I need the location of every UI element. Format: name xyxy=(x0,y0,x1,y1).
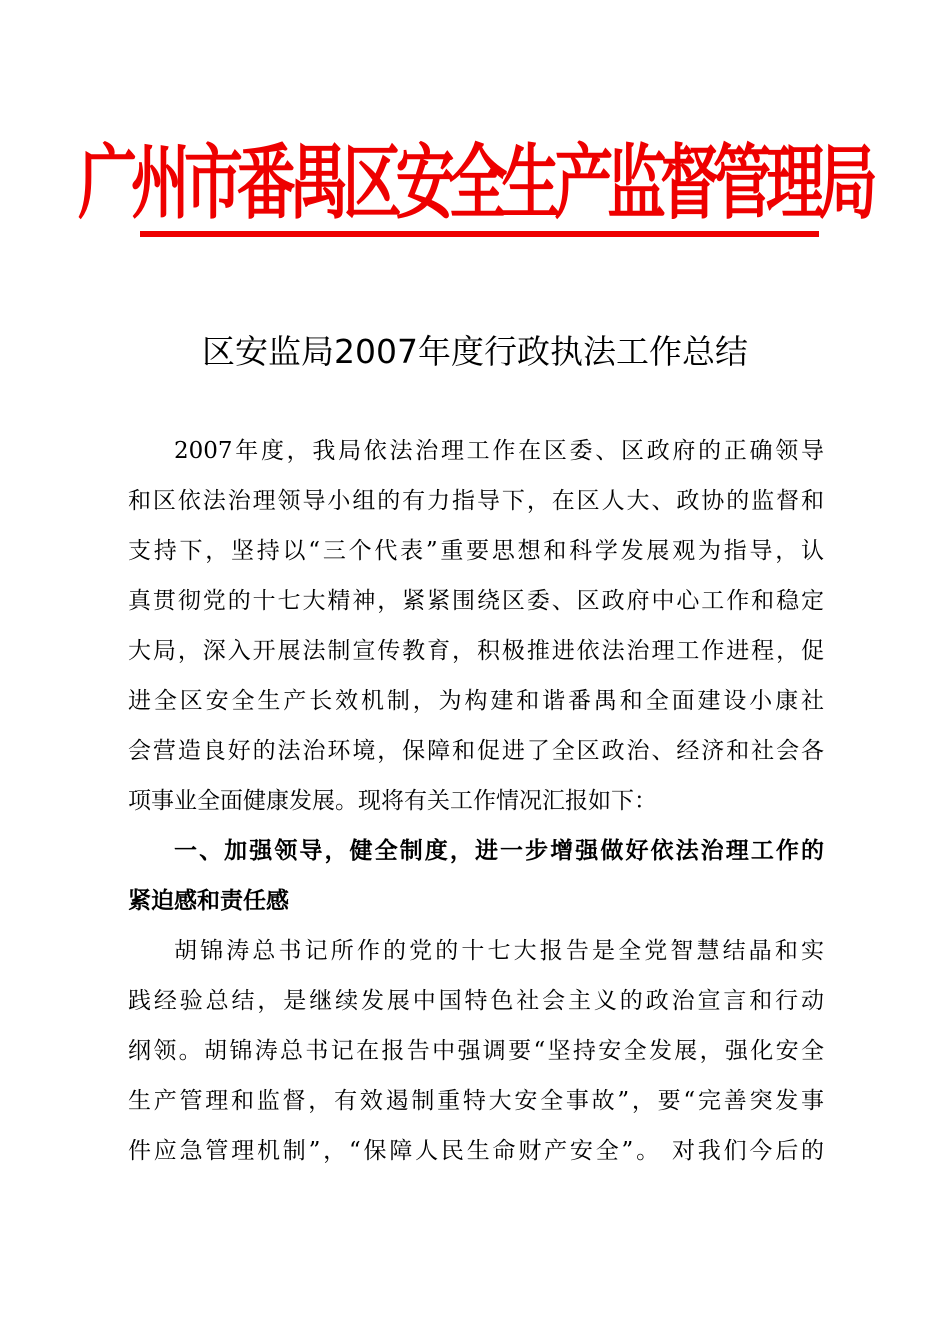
letterhead xyxy=(78,136,872,232)
letterhead-org-name: 广州市番禺区安全生产监督管理局 xyxy=(78,136,872,232)
paragraph-line: 纲领。胡锦涛总书记在报告中强调要“坚持安全发展，强化安全 xyxy=(128,1038,824,1064)
paragraph-line: 和区依法治理领导小组的有力指导下，在区人大、政协的监督和 xyxy=(128,488,824,514)
paragraph-line: 2007年度，我局依法治理工作在区委、区政府的正确领导 xyxy=(174,438,824,464)
paragraph-line: 生产管理和监督，有效遏制重特大安全事故”，要“完善突发事 xyxy=(128,1088,824,1114)
document-title: 区安监局2007年度行政执法工作总结 xyxy=(202,332,748,371)
paragraph-line: 件应急管理机制”，“保障人民生命财产安全”。 对我们今后的 xyxy=(128,1138,824,1164)
section-heading-line: 一、加强领导，健全制度，进一步增强做好依法治理工作的 xyxy=(174,837,824,864)
paragraph-line: 胡锦涛总书记所作的党的十七大报告是全党智慧结晶和实 xyxy=(174,938,824,964)
paragraph-line: 支持下，坚持以“三个代表”重要思想和科学发展观为指导，认 xyxy=(128,538,824,564)
paragraph-line: 大局，深入开展法制宣传教育，积极推进依法治理工作进程，促 xyxy=(128,638,824,664)
paragraph-line: 践经验总结，是继续发展中国特色社会主义的政治宣言和行动 xyxy=(128,988,824,1014)
paragraph-line: 真贯彻党的十七大精神，紧紧围绕区委、区政府中心工作和稳定 xyxy=(128,588,824,614)
letterhead-red-rule xyxy=(140,231,819,237)
paragraph-line: 项事业全面健康发展。现将有关工作情况汇报如下： xyxy=(128,788,657,814)
document-body xyxy=(128,426,824,1176)
paragraph-line: 会营造良好的法治环境，保障和促进了全区政治、经济和社会各 xyxy=(128,738,824,764)
paragraph-line: 进全区安全生产长效机制，为构建和谐番禺和全面建设小康社 xyxy=(128,688,824,714)
section-heading-line: 紧迫感和责任感 xyxy=(128,887,289,914)
